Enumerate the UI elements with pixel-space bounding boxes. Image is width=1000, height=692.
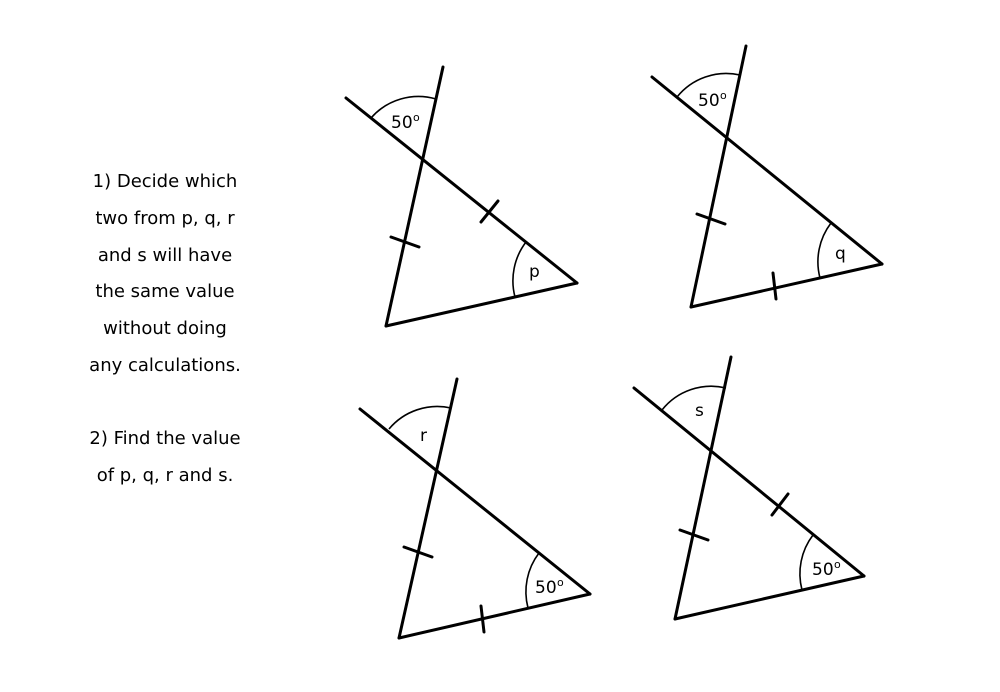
figure-q (652, 46, 882, 307)
figure-r-degree-symbol: o (557, 576, 564, 589)
figure-s-angle-arc-s (662, 386, 726, 410)
figure-p-unknown-label: p (529, 262, 540, 282)
figure-p (346, 67, 577, 326)
figure-r-side-base (399, 594, 590, 638)
question-1-line-2: two from p, q, r (95, 207, 235, 229)
figure-s (634, 357, 864, 619)
figure-p-side-left (386, 67, 443, 326)
figure-p-side-hypotenuse (346, 98, 577, 283)
figure-s-given-angle: 50 (812, 560, 834, 580)
figure-p-given-angle: 50 (391, 113, 413, 133)
figure-q-tick-base (773, 273, 776, 299)
figure-q-unknown-label: q (835, 244, 846, 264)
question-1-line-5: without doing (103, 318, 227, 340)
figure-q-side-base (691, 264, 882, 307)
figure-p-angle-arc-p (513, 242, 526, 297)
figure-r-unknown-label: r (420, 426, 427, 446)
question-1-line-1: 1) Decide which (92, 171, 238, 192)
question-1-line-6: any calculations. (89, 354, 241, 376)
figure-r-side-left (399, 379, 457, 638)
figure-s-side-base (675, 576, 864, 619)
figure-s-side-hypotenuse (634, 388, 864, 576)
figure-p-degree-symbol: o (413, 111, 420, 124)
figure-s-unknown-label: s (695, 401, 704, 421)
figure-r-given-angle: 50 (535, 578, 557, 598)
figure-r-tick-base (481, 606, 484, 632)
figure-s-degree-symbol: o (834, 558, 841, 571)
question-1-line-3: and s will have (97, 244, 233, 266)
question-1-line-4: the same value (95, 281, 235, 303)
figure-q-side-left (691, 46, 746, 307)
figure-q-given-angle: 50 (698, 91, 720, 111)
figure-q-angle-arc-q (818, 223, 831, 278)
figure-r (360, 379, 590, 638)
figure-q-side-hypotenuse (652, 77, 882, 264)
question-2-line-2: of p, q, r and s. (96, 464, 234, 486)
figure-r-side-hypotenuse (360, 409, 590, 594)
figure-q-degree-symbol: o (720, 89, 727, 102)
question-2-line-1: 2) Find the value (89, 427, 241, 449)
figure-s-side-left (675, 357, 731, 619)
figure-p-side-base (386, 283, 577, 326)
